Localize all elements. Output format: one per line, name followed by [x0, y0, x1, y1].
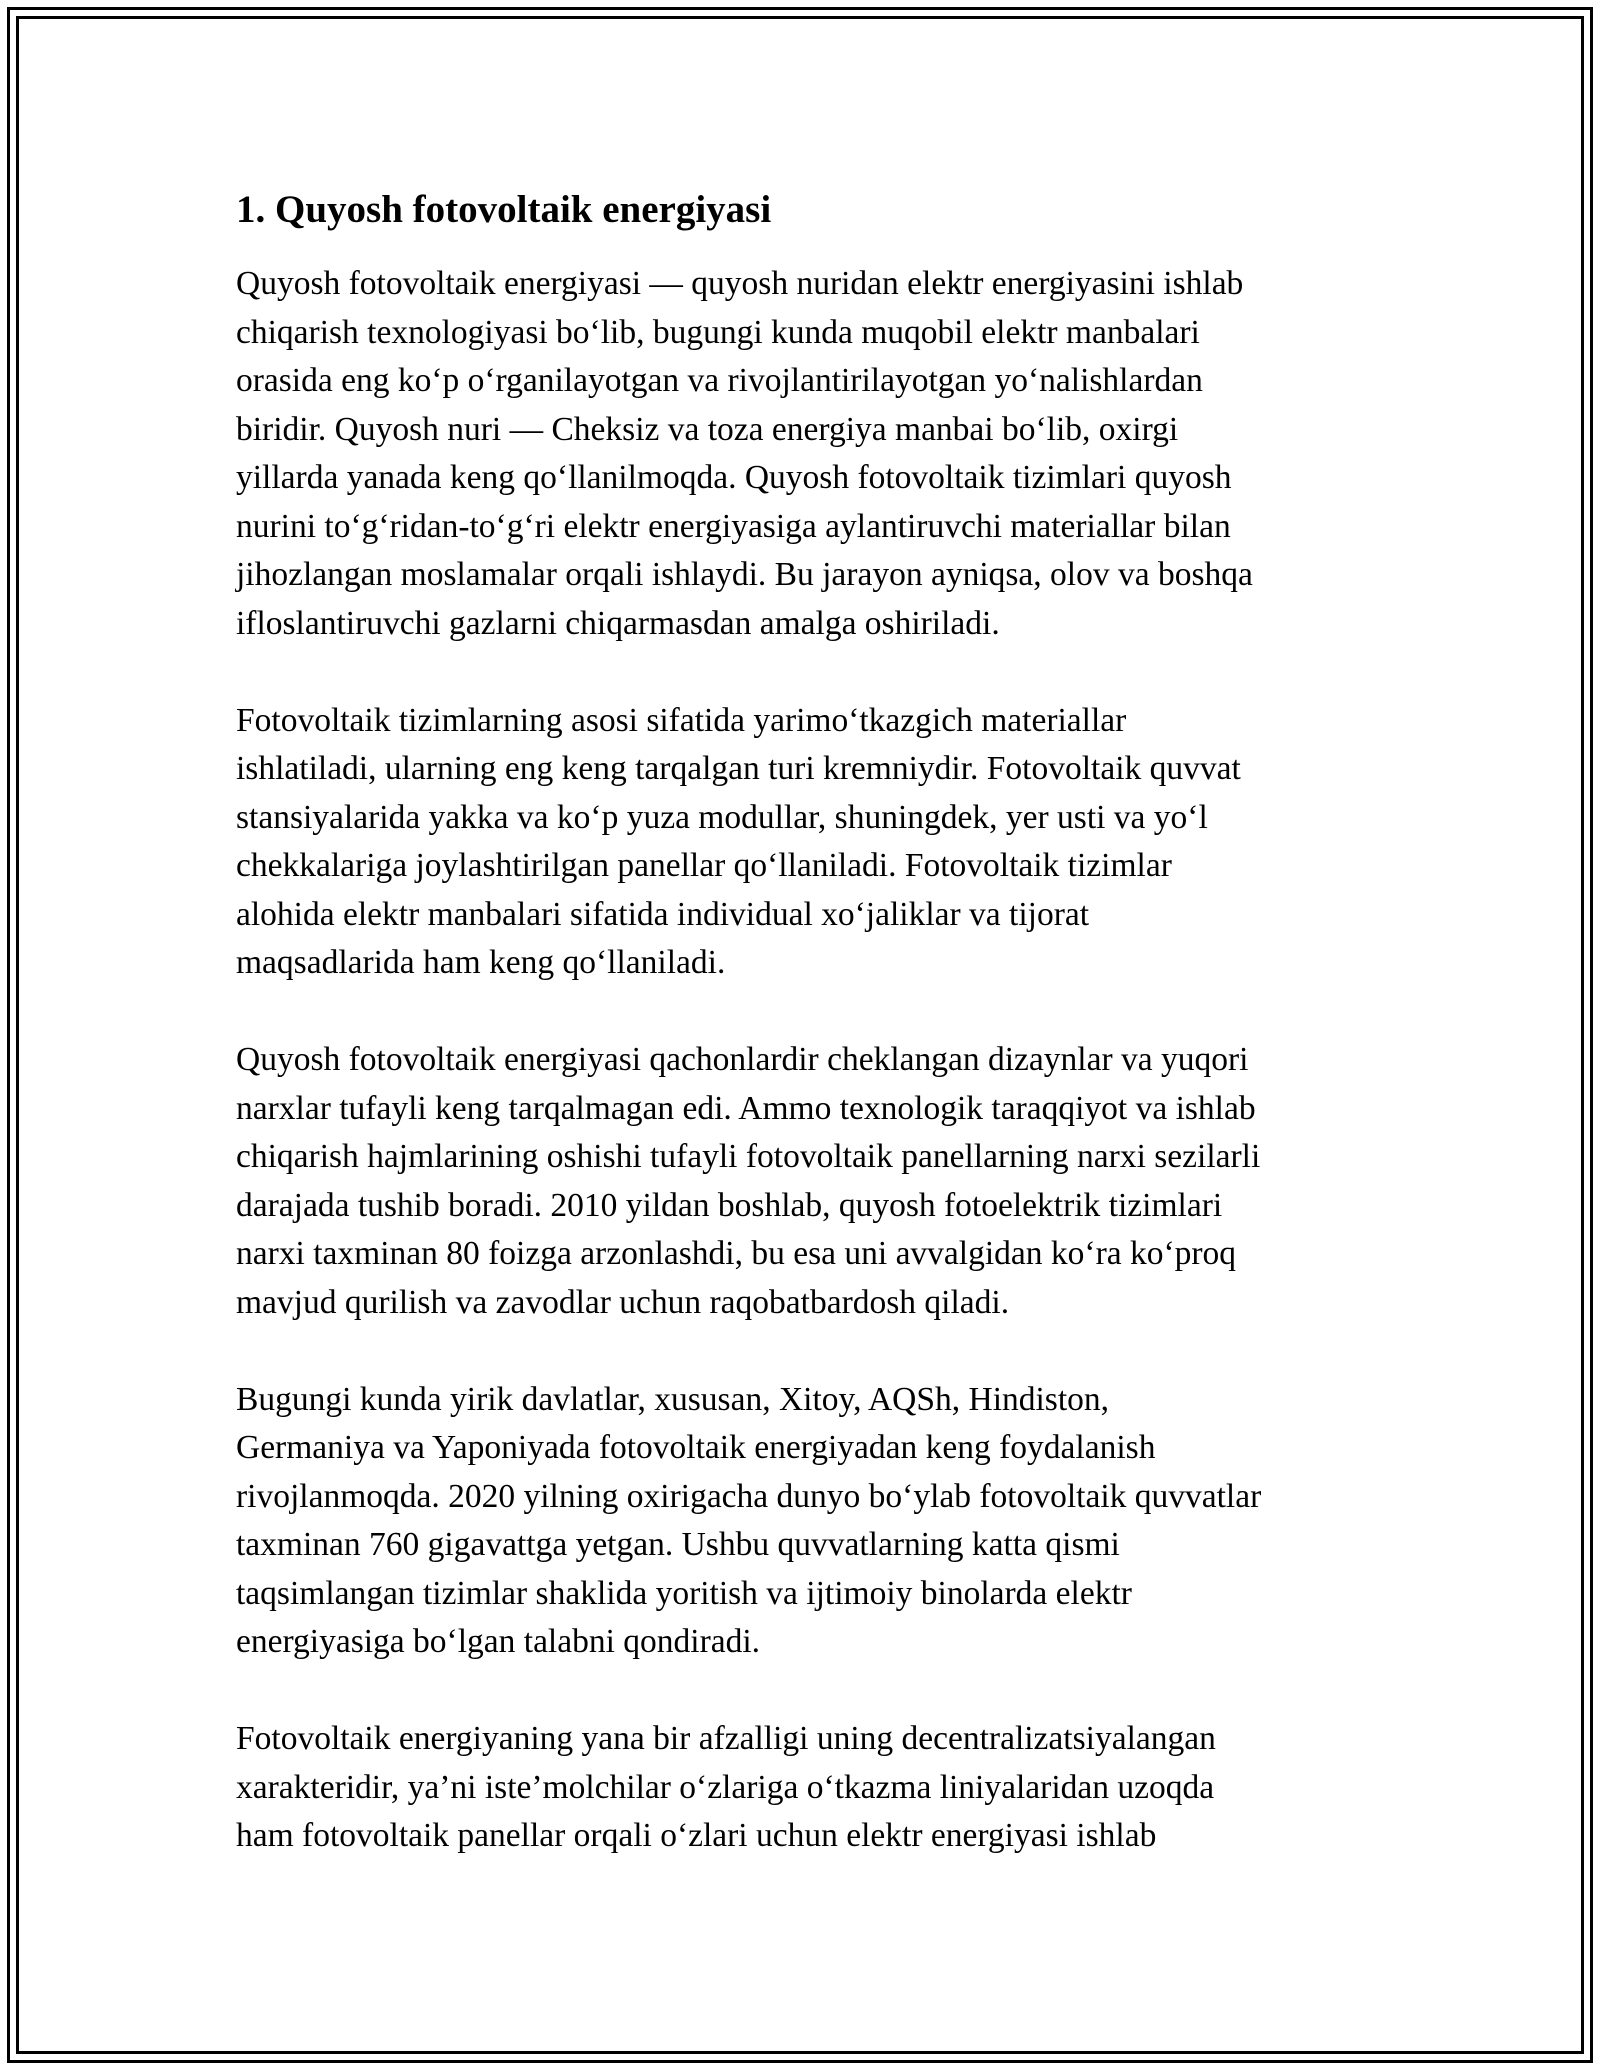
paragraph-4: Bugungi kunda yirik davlatlar, xususan, Xitoy, AQSh, Hindiston, Germaniya va Yaponiyada fotovoltaik energiyadan keng foydalanish rivojlanmoqda. 2020 yilning oxirigacha dunyo bo‘ylab fotovoltaik quvvatlar taxminan 760 gigavattga yetgan. Ushbu quvvatlarning katta qismi taqsimlangan tizimlar shaklida yoritish va ijtimoiy binolarda elektr energiyasiga bo‘lgan talabni qondiradi. [236, 1380, 1262, 1660]
paragraph-5: Fotovoltaik energiyaning yana bir afzalligi uning decentralizatsiyalangan xarakteridir, ya’ni iste’molchilar o‘zlariga o‘tkazma liniyalaridan uzoqda ham fotovoltaik panellar orqali o‘zlari uchun elektr energiyasi ishlab [236, 1720, 1216, 1854]
paragraph-1: Quyosh fotovoltaik energiyasi — quyosh nuridan elektr energiyasini ishlab chiqarish texnologiyasi bo‘lib, bugungi kunda muqobil elektr manbalari orasida eng ko‘p o‘rganilayotgan va rivojlantirilayotgan yo‘nalishlardan biridir. Quyosh nuri — Cheksiz va toza energiya manbai bo‘lib, oxirgi yillarda yanada keng qo‘llanilmoqda. Quyosh fotovoltaik tizimlari quyosh nurini to‘g‘ridan-to‘g‘ri elektr energiyasiga aylantiruvchi materiallar bilan jihozlangan moslamalar orqali ishlaydi. Bu jarayon ayniqsa, olov va boshqa ifloslantiruvchi gazlarni chiqarmasdan amalga oshiriladi. [236, 265, 1253, 642]
section-heading: 1. Quyosh fotovoltaik energiyasi [236, 188, 772, 231]
paragraph-2: Fotovoltaik tizimlarning asosi sifatida yarimo‘tkazgich materiallar ishlatiladi, ularning eng keng tarqalgan turi kremniydir. Fotovoltaik quvvat stansiyalarida yakka va ko‘p yuza modullar, shuningdek, yer usti va yo‘l chekkalariga joylashtirilgan panellar qo‘llaniladi. Fotovoltaik tizimlar alohida elektr manbalari sifatida individual xo‘jaliklar va tijorat maqsadlarida ham keng qo‘llaniladi. [236, 701, 1241, 981]
paragraph-3: Quyosh fotovoltaik energiyasi qachonlardir cheklangan dizaynlar va yuqori narxlar tufayli keng tarqalmagan edi. Ammo texnologik taraqqiyot va ishlab chiqarish hajmlarining oshishi tufayli fotovoltaik panellarning narxi sezilarli darajada tushib boradi. 2010 yildan boshlab, quyosh fotoelektrik tizimlari narxi taxminan 80 foizga arzonlashdi, bu esa uni avvalgidan ko‘ra ko‘proq mavjud qurilish va zavodlar uchun raqobatbardosh qiladi. [236, 1041, 1261, 1321]
document-body [236, 186, 1366, 1909]
